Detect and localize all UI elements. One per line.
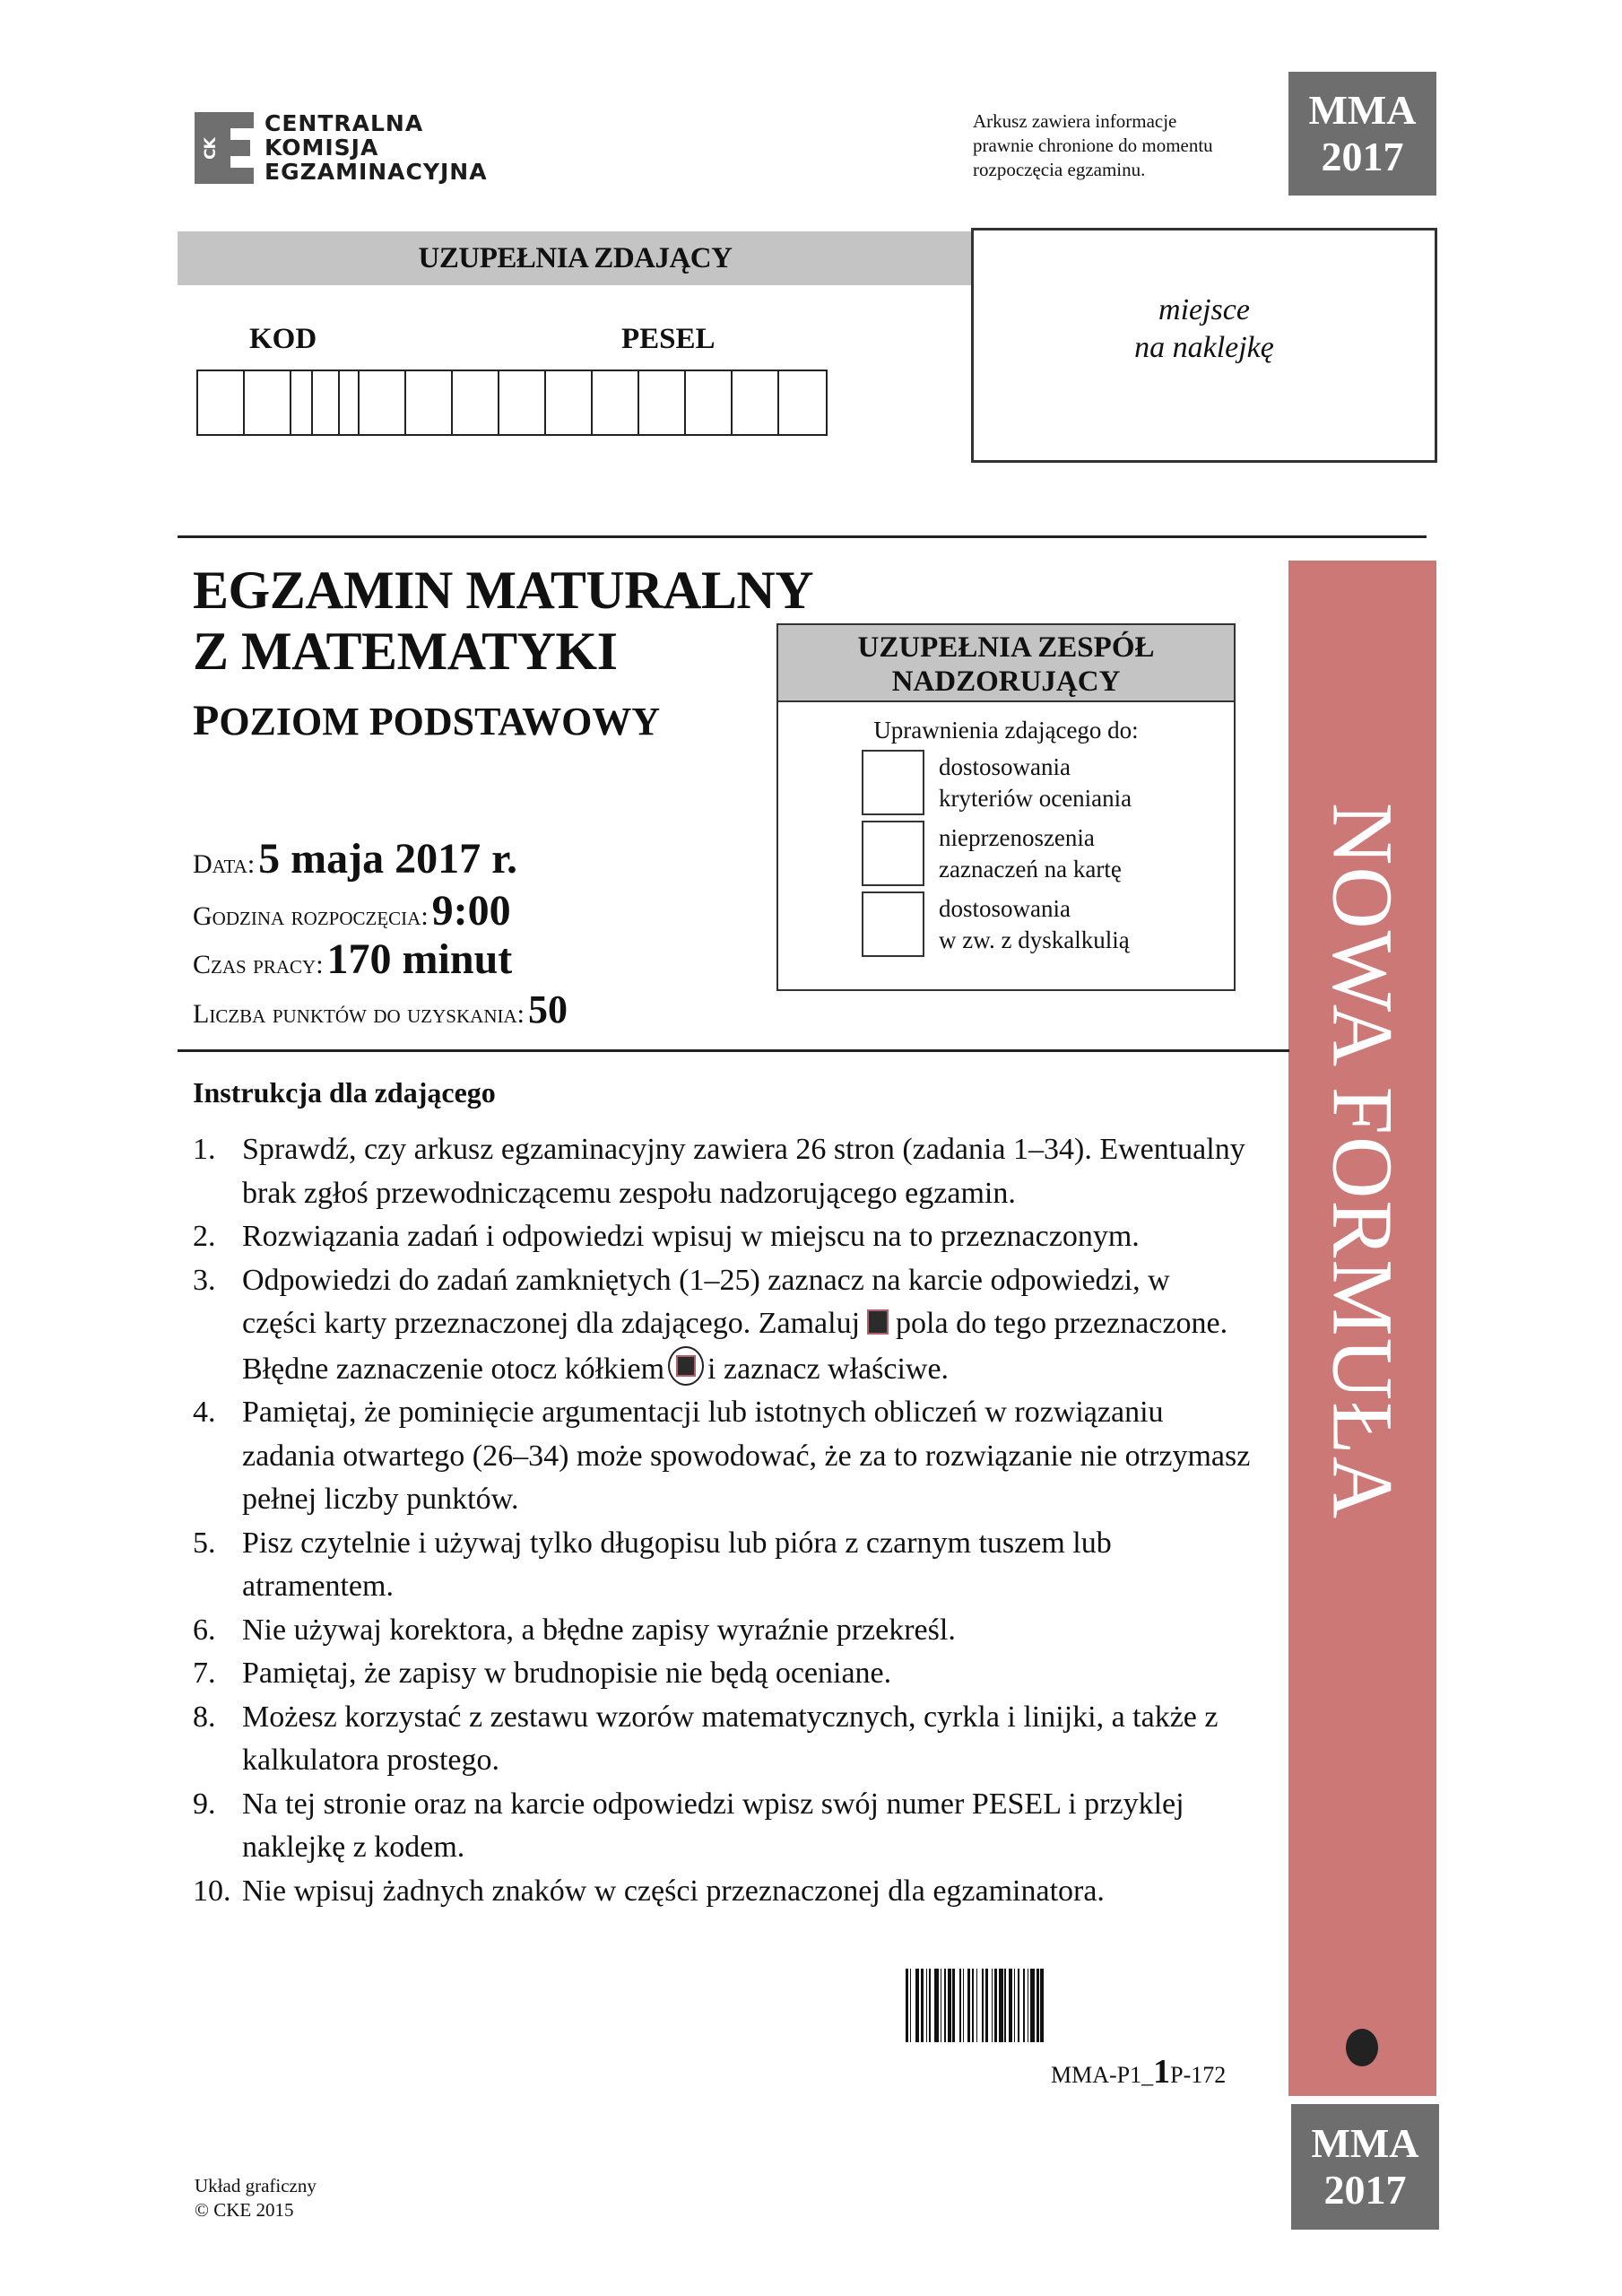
instructions-list [193, 1128, 1251, 1913]
exam-level: POZIOM PODSTAWOWY [193, 697, 661, 744]
kod-cell[interactable] [245, 371, 291, 434]
exam-max-points: Liczba punktów do uzyskania: 50 [193, 987, 568, 1031]
kod-cell[interactable] [198, 371, 245, 434]
pesel-cell[interactable] [639, 371, 686, 434]
accommodation-checkbox[interactable] [862, 821, 924, 886]
pesel-cell[interactable] [546, 371, 593, 434]
accommodation-checkbox[interactable] [862, 891, 924, 957]
divider [178, 1049, 1289, 1052]
filled-box-icon [867, 1309, 889, 1335]
accommodation-option: nieprzenoszenia zaznaczeń na kartę [862, 821, 1234, 886]
candidate-section-header: UZUPEŁNIA ZDAJĄCY [178, 231, 973, 285]
instruction-item: 2. Rozwiązania zadań i odpowiedzi wpisuj w miejscu na to przeznaczonym. [193, 1220, 1140, 1253]
pesel-cell[interactable] [779, 371, 826, 434]
accommodation-checkbox[interactable] [862, 750, 924, 815]
instruction-item: 6. Nie używaj korektora, a błędne zapisy wyraźnie przekreśl. [193, 1613, 956, 1647]
instructions-title: Instrukcja dla zdającego [193, 1076, 496, 1109]
pesel-cell[interactable] [406, 371, 453, 434]
circled-box-icon [668, 1346, 704, 1386]
pesel-cell[interactable] [593, 371, 639, 434]
instruction-item: 8. Możesz korzystać z zestawu wzorów matematycznych, cyrkla i linijki, a także z kalkulatora prostego. [193, 1700, 1219, 1777]
barcode-label: MMA-P1_1P-172 [1051, 2053, 1227, 2091]
supervisor-section-header: UZUPEŁNIA ZESPÓŁ NADZORUJĄCY [778, 625, 1234, 702]
pesel-cell[interactable] [499, 371, 546, 434]
sticker-placeholder: miejsce na naklejkę [971, 228, 1437, 463]
pesel-cell[interactable] [453, 371, 499, 434]
pesel-cell[interactable] [313, 371, 360, 434]
instruction-item: 4. Pamiętaj, że pominięcie argumentacji lub istotnych obliczeń w rozwiązaniu zadania otwartego (26–34) może spowodować, że za to rozwiązanie nie otrzymasz pełnej liczby punktów. [193, 1396, 1251, 1516]
accommodation-option: dostosowania kryteriów oceniania [862, 750, 1234, 815]
divider [178, 535, 1427, 538]
footer-credits: Układ graficzny © CKE 2015 [195, 2175, 317, 2221]
barcode [906, 1969, 1257, 2042]
instruction-item: 9. Na tej stronie oraz na karcie odpowiedzi wpisz swój numer PESEL i przyklej naklejkę z kodem. [193, 1787, 1184, 1864]
new-formula-label: NOWA FORMUŁA [1314, 803, 1411, 1521]
kod-label: KOD [249, 323, 317, 355]
instruction-item: 10. Nie wpisuj żadnych znaków w części przeznaczonej dla egzaminatora. [193, 1874, 1105, 1908]
pesel-input-cells[interactable] [311, 370, 828, 436]
exam-title: EGZAMIN MATURALNY Z MATEMATYKI [193, 561, 814, 681]
protected-info-notice: Arkusz zawiera informacje prawnie chronione do momentu rozpoczęcia egzaminu. [973, 110, 1213, 180]
instruction-item: 5. Pisz czytelnie i używaj tylko długopisu lub pióra z czarnym tuszem lub atramentem. [193, 1526, 1112, 1603]
new-formula-banner [1288, 561, 1436, 2096]
exam-start-time: Godzina rozpoczęcia: 9:00 [193, 887, 511, 935]
dot-marker-icon [1346, 2029, 1378, 2066]
cke-logo [195, 111, 488, 184]
accommodation-option: dostosowania w zw. z dyskalkulią [862, 891, 1234, 957]
supervisor-section-subtitle: Uprawnienia zdającego do: [873, 717, 1139, 744]
pesel-cell[interactable] [686, 371, 733, 434]
cke-logo-text: CENTRALNA KOMISJA EGZAMINACYJNA [265, 110, 488, 185]
supervisor-section [776, 623, 1236, 991]
instruction-item: 3. Odpowiedzi do zadań zamkniętych (1–25) zaznacz na karcie odpowiedzi, w części karty przeznaczonej dla zdającego. Zamaluj pola do tego przeznaczone. Błędne zaznaczenie otocz kółkiem i zaznacz właściwe. [193, 1263, 1228, 1386]
instruction-item: 7. Pamiętaj, że zapisy w brudnopisie nie będą oceniane. [193, 1657, 892, 1690]
pesel-cell[interactable] [733, 371, 779, 434]
exam-code-badge-top: MMA 2017 [1288, 72, 1436, 196]
exam-duration: Czas pracy: 170 minut [193, 935, 513, 983]
cke-logo-mark: CK [195, 112, 254, 184]
pesel-cell[interactable] [360, 371, 406, 434]
exam-code-badge-bottom: MMA 2017 [1291, 2104, 1439, 2230]
exam-date: Data: 5 maja 2017 r. [193, 835, 518, 883]
pesel-label: PESEL [621, 323, 716, 355]
instruction-item: 1. Sprawdź, czy arkusz egzaminacyjny zawiera 26 stron (zadania 1–34). Ewentualny brak zgłoś przewodniczącemu zespołu nadzorującego egzamin. [193, 1133, 1245, 1210]
